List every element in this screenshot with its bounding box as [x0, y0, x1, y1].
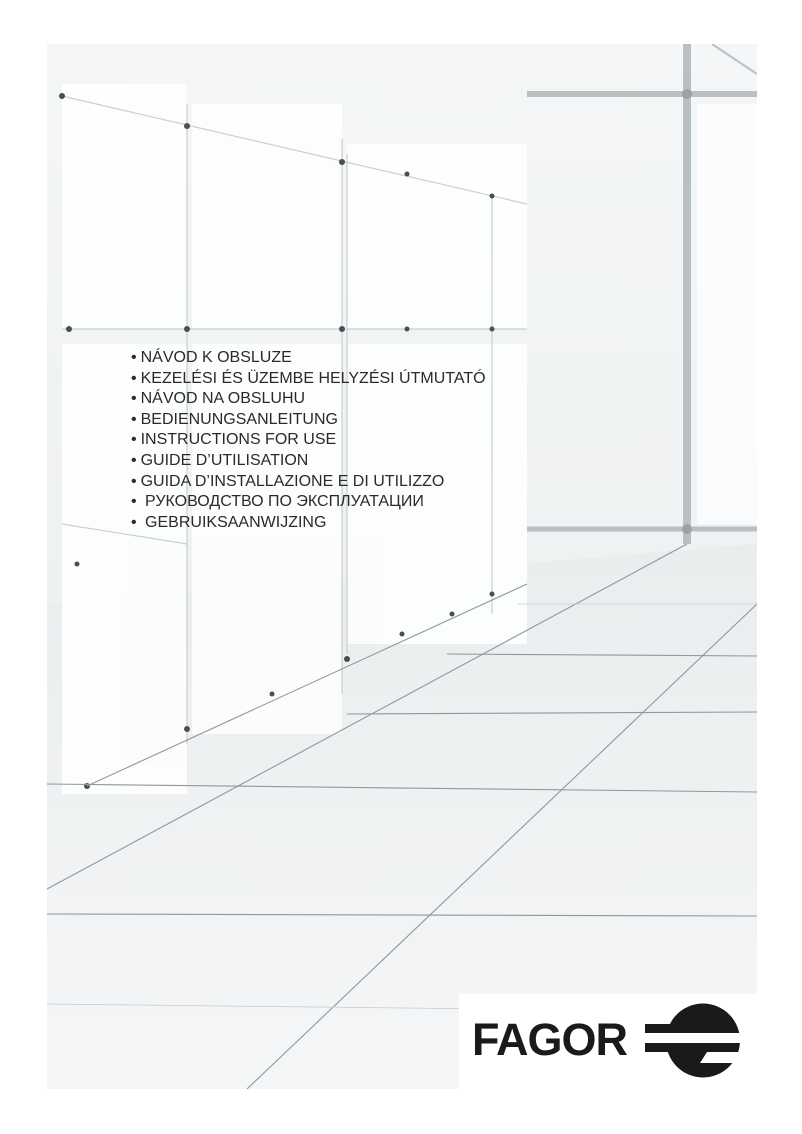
language-item-ru: [131, 492, 486, 513]
bullet: •: [131, 472, 137, 490]
language-label: GUIDA D’INSTALLAZIONE E DI UTILIZZO: [140, 472, 445, 490]
bullet: •: [131, 369, 137, 387]
language-item-it: [131, 472, 486, 493]
bullet: •: [131, 349, 137, 366]
language-label: GUIDE D’UTILISATION: [140, 451, 309, 469]
language-item-fr: [131, 451, 486, 472]
fagor-f-logo-icon: [645, 1003, 741, 1078]
brand-name: FAGOR: [472, 1014, 628, 1065]
bullet: •: [131, 410, 137, 428]
language-item-hu: [131, 369, 486, 390]
language-label: BEDIENUNGSANLEITUNG: [140, 410, 338, 428]
language-label: NÁVOD NA OBSLUHU: [140, 390, 306, 408]
language-label: GEBRUIKSAANWIJZING: [140, 513, 327, 531]
language-label: NÁVOD K OBSLUZE: [140, 349, 292, 366]
bullet: •: [131, 493, 137, 511]
language-item-de: [131, 410, 486, 431]
language-item-en: [131, 430, 486, 451]
language-list: [131, 348, 486, 533]
glass-architecture-photo: [47, 44, 757, 1089]
brand-block: [459, 994, 759, 1089]
bullet: •: [131, 513, 137, 531]
language-item-nl: [131, 513, 486, 534]
language-item-cs: [131, 348, 486, 369]
bullet: •: [131, 451, 137, 469]
bullet: •: [131, 431, 137, 449]
language-label: РУКОВОДСТВО ПО ЭКСПЛУАТАЦИИ: [140, 493, 424, 511]
language-item-sk: [131, 389, 486, 410]
language-label: INSTRUCTIONS FOR USE: [140, 431, 337, 449]
bullet: •: [131, 390, 137, 408]
language-label: KEZELÉSI ÉS ÜZEMBE HELYZÉSI ÚTMUTATÓ: [140, 369, 486, 387]
cover-photo: [47, 44, 757, 1089]
